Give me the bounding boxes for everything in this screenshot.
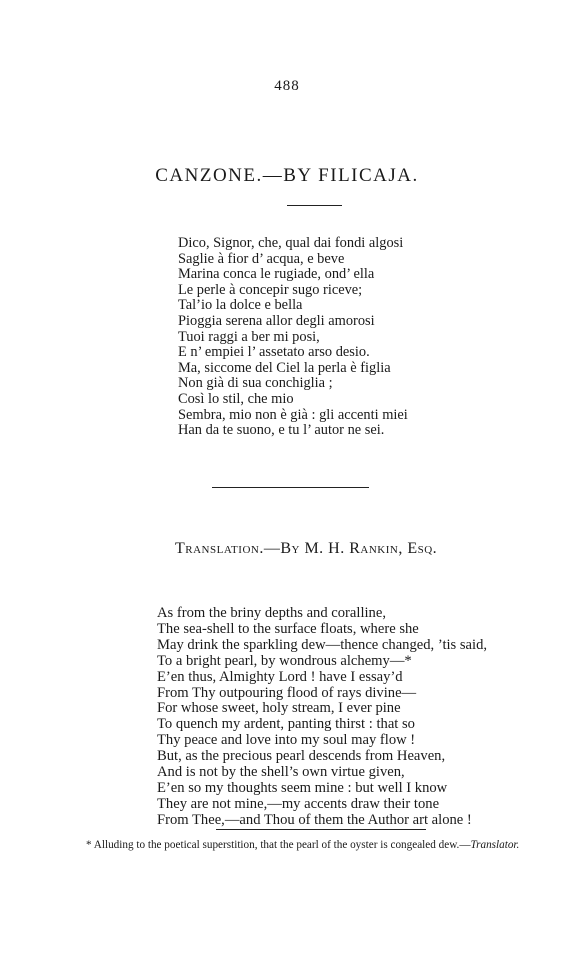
poem-line: From Thee,—and Thou of them the Author art alone ! <box>157 811 472 828</box>
poem-line: To a bright pearl, by wondrous alchemy—* <box>157 652 412 669</box>
poem-line: And is not by the shell’s own virtue given, <box>157 764 405 781</box>
poem-line: But, as the precious pearl descends from Heaven, <box>157 748 446 765</box>
poem-line: The sea-shell to the surface floats, where she <box>157 620 419 637</box>
poem-line: May drink the sparkling dew—thence changed, ’tis said, <box>157 636 488 653</box>
poem-line: They are not mine,—my accents draw their tone <box>157 795 440 812</box>
canzone-title: CANZONE.—BY FILICAJA. <box>155 165 419 186</box>
canzone-poem <box>178 236 408 439</box>
footnote-divider <box>216 829 426 830</box>
footnote-attribution: Translator. <box>470 839 520 851</box>
translation-poem <box>157 606 487 829</box>
translation-title-prefix: Translation.—By <box>175 540 300 557</box>
poem-line: Marina conca le rugiade, ond’ ella <box>178 266 375 283</box>
poem-line: Le perle à concepir sugo riceve; <box>178 281 363 298</box>
poem-line: Tuoi raggi a ber mi posi, <box>178 328 320 345</box>
poem-line: Saglie à fior d’ acqua, e beve <box>178 250 345 267</box>
poem-line: Han da te suono, e tu l’ autor ne sei. <box>178 422 385 439</box>
poem-line: Thy peace and love into my soul may flow ! <box>157 732 416 749</box>
page-number: 488 <box>274 78 300 94</box>
poem-line: For whose sweet, holy stream, I ever pine <box>157 700 401 717</box>
title-divider <box>287 205 342 206</box>
translation-title <box>175 540 437 558</box>
poem-line: Pioggia serena allor degli amorosi <box>178 312 375 329</box>
poem-line: E’en so my thoughts seem mine : but well I know <box>157 779 448 796</box>
poem-line: Sembra, mio non è già : gli accenti miei <box>178 406 408 423</box>
poem-line: From Thy outpouring flood of rays divine— <box>157 684 417 701</box>
poem-line: As from the briny depths and coralline, <box>157 605 386 621</box>
poem-line: Dico, Signor, che, qual dai fondi algosi <box>178 235 404 251</box>
footnote <box>86 838 554 853</box>
poem-line: Così lo stil, che mio <box>178 390 294 407</box>
poem-line: Ma, siccome del Ciel la perla è figlia <box>178 359 391 376</box>
poem-line: Non già di sua conchiglia ; <box>178 375 333 392</box>
poem-line: To quench my ardent, panting thirst : that so <box>157 716 415 733</box>
footnote-text: * Alluding to the poetical superstition, that the pearl of the oyster is congealed dew.— <box>86 839 471 851</box>
poem-line: Tal’io la dolce e bella <box>178 297 303 314</box>
translation-title-author: M. H. Rankin, Esq. <box>304 540 438 557</box>
poem-line: E’en thus, Almighty Lord ! have I essay’d <box>157 668 403 685</box>
section-divider <box>212 487 369 488</box>
poem-line: E n’ empiei l’ assetato arso desio. <box>178 344 370 361</box>
